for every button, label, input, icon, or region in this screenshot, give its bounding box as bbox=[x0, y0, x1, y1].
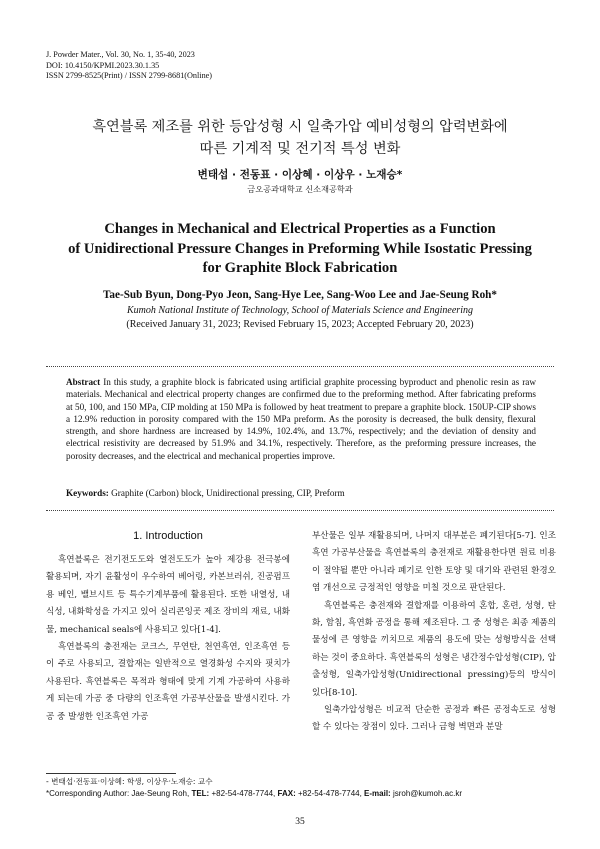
intro-paragraph-1: 흑연블록은 전기전도도와 열전도도가 높아 제강용 전극봉에 활용되며, 자기 윤활성이 우수하여 베어링, 카본브러쉬, 진공펌프용 베인, 밸브시트 등 특수기계부품에 활용된다. 또한 내열성, 내식성, 내화학성을 가지고 있어 실리콘잉곳 제조 장비의 재료, 내화물, mechanical seals에 사용되고 있다[1-4]. bbox=[46, 555, 290, 635]
right-column bbox=[312, 528, 556, 737]
fax-label: FAX: bbox=[277, 789, 296, 798]
keywords-label: Keywords: bbox=[66, 488, 109, 498]
keywords bbox=[66, 488, 536, 498]
authors-korean: 변태섭 · 전동표 · 이상혜 · 이상우 · 노재승* bbox=[197, 169, 403, 181]
keywords-text: Graphite (Carbon) block, Unidirectional pressing, CIP, Preform bbox=[111, 488, 345, 498]
received-dates: (Received January 31, 2023; Revised February 15, 2023; Accepted February 20, 2023) bbox=[126, 319, 474, 330]
title-english-line1: Changes in Mechanical and Electrical Properties as a Function bbox=[104, 221, 496, 237]
section-heading-introduction: 1. Introduction bbox=[133, 530, 203, 542]
email-label: E-mail: bbox=[364, 789, 391, 798]
authors-english: Tae-Sub Byun, Dong-Pyo Jeon, Sang-Hye Lee, Sang-Woo Lee and Jae-Seung Roh* bbox=[102, 289, 497, 301]
right-paragraph-1: 부산물은 일부 재활용되며, 나머지 대부분은 폐기된다[5-7]. 인조흑연 가공부산물을 흑연블록의 충전재로 재활용한다면 원료 비용이 절약될 뿐만 아니라 폐기로 인한 토양 및 대기와 관련된 환경오염 개선으로 긍정적인 영향을 미칠 것으로 판단된다. bbox=[312, 531, 556, 594]
right-paragraph-2: 흑연블록은 충전재와 결합재를 이용하여 혼합, 혼련, 성형, 탄화, 함침, 흑연화 공정을 통해 제조된다. 그 중 성형은 최종 제품의 물성에 큰 영향을 끼치므로 제품의 용도에 맞는 성형방식을 선택하는 것이 중요하다. 흑연블록의 성형은 냉간정수압성형(CIP), 압출성형, 일축가압성형(Unidirectional pressing)등의 방식이 있다[8-10]. bbox=[312, 600, 556, 698]
abstract-label: Abstract bbox=[66, 377, 101, 387]
tel-label: TEL: bbox=[191, 789, 210, 798]
footnote-roles: - 변태섭·전동표·이상혜: 학생, 이상우·노재승: 교수 bbox=[46, 777, 213, 786]
tel-value: +82-54-478-7744, bbox=[211, 789, 276, 798]
affiliation-korean: 금오공과대학교 신소재공학과 bbox=[247, 184, 353, 194]
left-column bbox=[46, 552, 290, 726]
issn: ISSN 2799-8525(Print) / ISSN 2799-8681(Online) bbox=[46, 71, 213, 81]
corresponding-author: *Corresponding Author: Jae-Seung Roh, bbox=[46, 789, 190, 798]
title-korean-line2: 따른 기계적 및 전기적 특성 변화 bbox=[199, 141, 401, 157]
page-number: 35 bbox=[295, 817, 305, 827]
doi[interactable]: DOI: 10.4150/KPMI.2023.30.1.35 bbox=[46, 60, 160, 70]
journal-citation: J. Powder Mater., Vol. 30, No. 1, 35-40, 2023 bbox=[46, 50, 195, 59]
title-english-line2: of Unidirectional Pressure Changes in Preforming While Isostatic Pressing bbox=[68, 240, 532, 257]
abstract-text: In this study, a graphite block is fabricated using artificial graphite processing byproduct and phenolic resin as raw materials. Mechanical and electrical property changes are confirmed due to the preforming method. After fabricating preforms at 50, 100, and 150 MPa, CIP molding at 150 MPa is followed by heat treatment to prepare a graphite block. 150UP-CIP shows a 12.9% reduction in porosity compared with the 150 MPa preform. As the porosity is decreased, the bulk density, flexural strength, and shore hardness are increased by 14.9%, 102.4%, and 13.7%, respectively; and the deviation of density and electrical resistivity are decreased by 51.9% and 34.1%, respectively. Therefore, as the preforming pressure increases, the porosity decreases, and the electrical and mechanical properties improve. bbox=[66, 377, 536, 461]
fax-value: +82-54-478-7744, bbox=[297, 789, 362, 798]
title-english bbox=[30, 220, 570, 279]
intro-paragraph-2: 흑연블록의 충전재는 코크스, 무연탄, 천연흑연, 인조흑연 등이 주로 사용되고, 결합재는 일반적으로 열경화성 수지와 핏치가 사용된다. 흑연블록은 목적과 형태에 맞게 기계 가공하여 사용하게 되는데 가공 중 다량의 인조흑연 가공부산물을 발생시킨다. 가공 중 발생한 인조흑연 가공 bbox=[46, 642, 290, 722]
footnote-rule bbox=[46, 773, 176, 774]
title-korean-line1: 흑연블록 제조를 위한 등압성형 시 일축가압 예비성형의 압력변화에 bbox=[92, 119, 508, 135]
email-link[interactable]: jsroh@kumoh.ac.kr bbox=[392, 789, 462, 798]
divider-top bbox=[46, 366, 554, 367]
title-korean bbox=[30, 116, 570, 160]
divider-bottom bbox=[46, 510, 554, 511]
right-paragraph-3: 일축가압성형은 비교적 단순한 공정과 빠른 공정속도로 성형할 수 있다는 장점이 있다. 그러나 금형 벽면과 분말 bbox=[312, 705, 556, 733]
affiliation-english: Kumoh National Institute of Technology, School of Materials Science and Engineering bbox=[127, 305, 473, 316]
footnote-corresponding bbox=[46, 789, 462, 798]
journal-meta bbox=[46, 50, 212, 82]
abstract bbox=[66, 376, 536, 462]
title-english-line3: for Graphite Block Fabrication bbox=[202, 260, 398, 276]
